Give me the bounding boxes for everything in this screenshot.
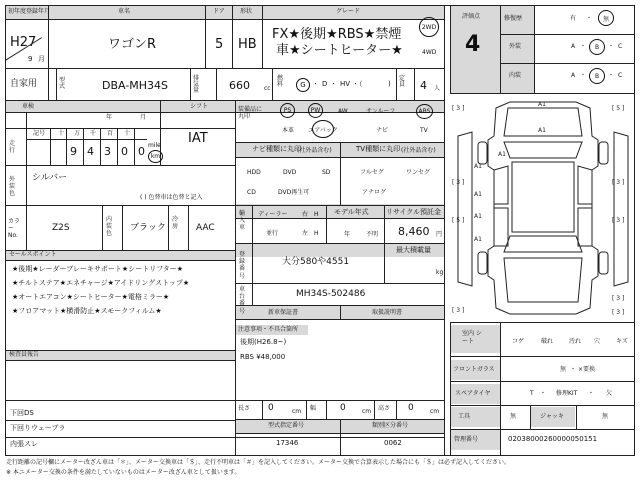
diag-label-6: A1 <box>474 213 482 220</box>
unit-mile: mile <box>148 142 161 149</box>
interior-grade-label: 内装 <box>509 72 522 79</box>
max-load-label: 最大積載量 <box>396 246 431 254</box>
class-no-value: 0062 <box>384 439 402 447</box>
import-right-unit: H <box>314 211 319 218</box>
width-unit: cm <box>362 408 372 415</box>
model-year-year: 年 <box>344 231 351 238</box>
diag-bracket-9: [ 3 ] <box>612 309 625 316</box>
mileage-col-0: 記号 <box>33 130 46 137</box>
exterior-grade-label: 外装 <box>509 43 522 50</box>
first-reg-label: 初年度登録年月 <box>8 8 51 15</box>
fuel-end: ・（ <box>352 80 363 88</box>
recycle-label: リサイクル預託金 <box>386 208 442 216</box>
interior-seat-label: 室内 シート <box>462 330 482 345</box>
navi-note: (社外品含む) <box>297 147 332 154</box>
model: DBA-MH34S <box>102 79 169 92</box>
mileage-col-5: 十 <box>124 130 131 137</box>
diag-bracket-8: [ 3 ] <box>612 295 625 302</box>
tv-note: (社外品含む) <box>401 147 436 154</box>
width-label: 幅 <box>310 405 317 412</box>
color-no: Z2S <box>52 223 70 233</box>
spare-dot-2: ・ <box>588 390 595 397</box>
mileage-col-3: 千 <box>90 130 97 137</box>
navi-dvd: DVD <box>283 169 297 176</box>
fuel-d: D <box>322 80 328 88</box>
fuel-dot-2: ・ <box>330 80 337 88</box>
import-parallel: 並行 <box>266 230 279 237</box>
diag-label-4: A1 <box>474 163 482 170</box>
diag-bracket-2: [ 5 ] <box>612 105 625 112</box>
tools-value: 無 <box>510 413 517 420</box>
ext-grade-b-circle: B <box>589 39 605 55</box>
model-label: 型式 <box>59 77 66 90</box>
spare-kit: 修理KIT <box>556 390 578 397</box>
interior-color: ブラック <box>130 223 166 233</box>
score-label: 評価点 <box>462 13 481 20</box>
recycle-value: 8,460 <box>398 225 430 238</box>
equip-navi: ナビ <box>376 127 389 134</box>
class-no-label: 類別区分番号 <box>372 422 409 429</box>
car-name: ワゴンR <box>108 37 157 52</box>
shape-label: 形状 <box>240 8 253 15</box>
drive-2wd-circle: 2WD <box>419 17 439 37</box>
height-value: 0 <box>408 403 414 413</box>
notes-line2: RBS ¥48,000 <box>240 353 286 361</box>
tv-oneseg: ワンセグ <box>406 169 431 176</box>
mgmt-value: 0203800026000005015​1 <box>508 435 598 443</box>
seat-item-yabure: 破れ <box>541 338 554 345</box>
inspector-label: 検査員報告 <box>9 351 40 358</box>
model-year-label: モデル年式 <box>334 208 369 216</box>
navi-cd: CD <box>247 189 256 196</box>
equip-abs: ABS <box>416 104 433 119</box>
first-reg-year: H27 <box>10 35 37 50</box>
recycle-unit: 円 <box>436 231 443 238</box>
navi-dvd-play: DVD再生可 <box>278 189 310 196</box>
length-unit: cm <box>292 408 302 415</box>
diag-label-7: A1 <box>474 236 482 243</box>
mileage-digit-5: 0 <box>138 145 145 158</box>
inspection-year: 年 <box>106 114 113 121</box>
diag-bracket-5: [ 3 ] <box>612 179 625 186</box>
mileage-digit-4: 0 <box>121 145 128 158</box>
seat-item-koge: コゲ <box>512 338 525 345</box>
diag-bracket-4: [ 5 ] <box>452 217 465 224</box>
door-label: ドア <box>213 8 225 15</box>
grade-line1: FX★後期★RBS★禁煙 <box>272 27 402 42</box>
ext-grade-a: A <box>571 43 576 50</box>
navi-label: ナビ種類に丸印 <box>252 145 301 153</box>
equip-ps: PS <box>280 103 295 118</box>
displacement-label: 排気量 <box>193 75 200 94</box>
diag-bracket-6: [ 3 ] <box>612 217 625 224</box>
color-no-label: カラー No. <box>8 218 21 240</box>
equip-airbag: エアバック <box>312 120 334 138</box>
capacity: 4 <box>420 79 427 92</box>
equip-tv: TV <box>420 127 428 134</box>
mileage-col-4: 百 <box>107 130 114 137</box>
footer-line1: 走行距離の記号欄にメーター改ざん車は「＊」、メーター交換車は「＄」、走行不明車は「＃」を記入してください。メーター交換で合算表示した場合にも「＄」は必ず記入してください。 <box>6 459 511 466</box>
mileage-col-1: 十 <box>58 130 65 137</box>
type-no-label: 型式指定番号 <box>268 422 305 429</box>
shift-value: IAT <box>188 131 208 146</box>
unit-km-circle: km <box>148 150 163 163</box>
fuel-g-circle: G <box>296 78 310 92</box>
sales-item-4: ★フロアマット★横滑防止★スモークフィルム★ <box>12 307 162 315</box>
equip-sunroof: サンルーフ <box>366 108 396 115</box>
restore-yes: 有 <box>570 15 577 22</box>
drive-4wd: 4WD <box>422 49 437 56</box>
shift-label: シフト <box>190 103 209 110</box>
use-type: 自家用 <box>10 79 38 89</box>
model-year-value: 不明 <box>366 231 379 238</box>
width-value: 0 <box>340 403 346 413</box>
ext-sep-2: ・ <box>608 43 615 50</box>
navi-hdd: HDD <box>247 169 261 176</box>
int-grade-c: C <box>618 72 623 79</box>
fuel-dot-1: ・ <box>312 80 319 88</box>
mileage-digit-3: 3 <box>104 145 111 158</box>
doors: 5 <box>215 37 224 52</box>
exterior-note: ( ) 色替車は色替と記入 <box>140 194 203 201</box>
inspection-label: 車検 <box>22 103 35 110</box>
footer-line2: ※ 本ニメーター交換の条件を満たしていないものはメーター改ざん車として扱います。 <box>6 469 241 476</box>
notes-line1: 後期(H26.8~) <box>240 338 287 346</box>
front-glass-replaced: ×要换 <box>578 366 596 373</box>
displacement: 660 <box>229 79 250 92</box>
import-label: 輸入車 <box>239 210 246 232</box>
height-unit: cm <box>430 408 440 415</box>
exterior-label: 外装色 <box>9 176 16 198</box>
spare-t: T <box>530 390 534 397</box>
import-right: 右 <box>302 211 309 218</box>
bottom-note-1: 下回DS <box>10 409 34 417</box>
car-body-diagram <box>452 96 634 320</box>
car-name-label: 車名 <box>118 8 131 15</box>
shape: HB <box>238 37 257 52</box>
reg-no-value: 大分580や4551 <box>282 257 350 267</box>
equip-leather: 本革 <box>282 127 295 134</box>
fuel-label: 燃料 <box>277 75 284 88</box>
grade-line2: 車★シートヒーター★ <box>276 43 403 58</box>
tv-label: TV種類に丸印 <box>356 145 401 153</box>
cc-unit: cc <box>264 85 271 92</box>
month-unit: 月 <box>38 55 45 63</box>
front-glass-dot: ・ <box>570 366 577 373</box>
sales-item-3: ★オートエアコン★シートヒーター★電格ミラー★ <box>12 293 170 301</box>
front-glass-none: 無 <box>560 366 567 373</box>
exterior-color: シルバー <box>32 173 68 183</box>
interior-color-label: 内装色 <box>106 216 113 238</box>
mileage-digit-2: 4 <box>87 145 94 158</box>
tv-analog: アナログ <box>362 189 387 196</box>
seat-item-yogore: 汚れ <box>569 338 582 345</box>
equip-aw: AW <box>338 108 348 115</box>
int-grade-a: A <box>571 72 576 79</box>
diag-bracket-7: [ 3 ] <box>452 307 465 314</box>
reg-no-label: 登録番号 <box>239 251 246 280</box>
int-sep-2: ・ <box>608 72 615 79</box>
fuel-hv: HV <box>340 80 351 88</box>
notes-label: 注意事項・不具合箇所 <box>238 326 299 333</box>
mgmt-label: 管理番号 <box>454 436 479 443</box>
score-value: 4 <box>465 32 481 57</box>
equipment-label: 装備品に丸印 <box>238 106 263 121</box>
restore-label: 修復歴 <box>504 15 523 22</box>
import-left-unit: H <box>314 230 319 237</box>
first-reg-month: 9 <box>28 55 33 63</box>
jack-label: ジャッキ <box>540 413 564 420</box>
spare-dot-1: ・ <box>540 390 547 397</box>
capacity-label: 定員 <box>399 75 406 88</box>
grade-label: グレード <box>336 8 361 15</box>
front-glass-label: フロントガラス <box>453 366 495 373</box>
mileage-col-2: 万 <box>74 130 81 137</box>
seat-item-ana: 穴 <box>594 338 601 345</box>
bottom-note-2: 下回りウェーブラ <box>10 424 66 432</box>
mileage-digit-1: 9 <box>70 145 77 158</box>
import-dealer: ディーラー <box>258 211 288 218</box>
ext-grade-c: C <box>618 43 623 50</box>
length-value: 0 <box>268 403 274 413</box>
navi-sd: SD <box>322 169 331 176</box>
tv-fullseg: フルセグ <box>360 169 384 176</box>
mileage-label: 走行 <box>9 140 16 155</box>
restore-no-circle: 無 <box>598 10 614 26</box>
max-load-unit: kg <box>436 269 444 276</box>
manual: 取扱説明書 <box>372 309 403 316</box>
length-label: 長さ <box>238 405 251 412</box>
ext-sep-1: ・ <box>580 43 587 50</box>
diag-label-5: A1 <box>474 191 482 198</box>
int-sep-1: ・ <box>580 72 587 79</box>
spare-none: 欠 <box>606 390 613 397</box>
diag-bracket-3: [ 3 ] <box>452 179 465 186</box>
chassis-value: MH34S-502486 <box>296 289 366 299</box>
diag-label-1: A1 <box>538 101 546 108</box>
chassis-label: 車台番号 <box>239 286 246 315</box>
equip-pw: PW <box>308 103 323 118</box>
capacity-unit: 人 <box>434 85 441 92</box>
jack-value: 無 <box>602 413 609 420</box>
spare-label: スペアタイヤ <box>455 390 491 397</box>
tools-label: 工具 <box>458 413 471 420</box>
diag-label-2: A1 <box>538 127 546 134</box>
diag-bracket-1: [ 3 ] <box>452 105 465 112</box>
type-no-value: 17346 <box>276 439 299 447</box>
height-label: 高さ <box>378 405 391 412</box>
ac-value: AAC <box>196 223 215 233</box>
bottom-note-3: 内張スレ <box>10 440 38 448</box>
seat-item-kizu: キズ <box>616 338 628 345</box>
sales-label: セールスポイント <box>9 251 57 258</box>
new-warranty: 新車保証書 <box>268 309 299 316</box>
int-grade-b-circle: B <box>589 68 605 84</box>
import-left: 左 <box>302 230 309 237</box>
sales-item-1: ★後期★レーダーブレーキサポート★シートリフター★ <box>12 265 183 273</box>
sales-item-2: ★チルトステア★エネチャージ★アイドリングストップ★ <box>12 279 190 287</box>
ac-label: 冷房 <box>172 216 179 231</box>
restore-sep: ・ <box>586 15 593 22</box>
diag-label-3: A1 <box>498 151 506 158</box>
inspection-month: 月 <box>140 114 147 121</box>
